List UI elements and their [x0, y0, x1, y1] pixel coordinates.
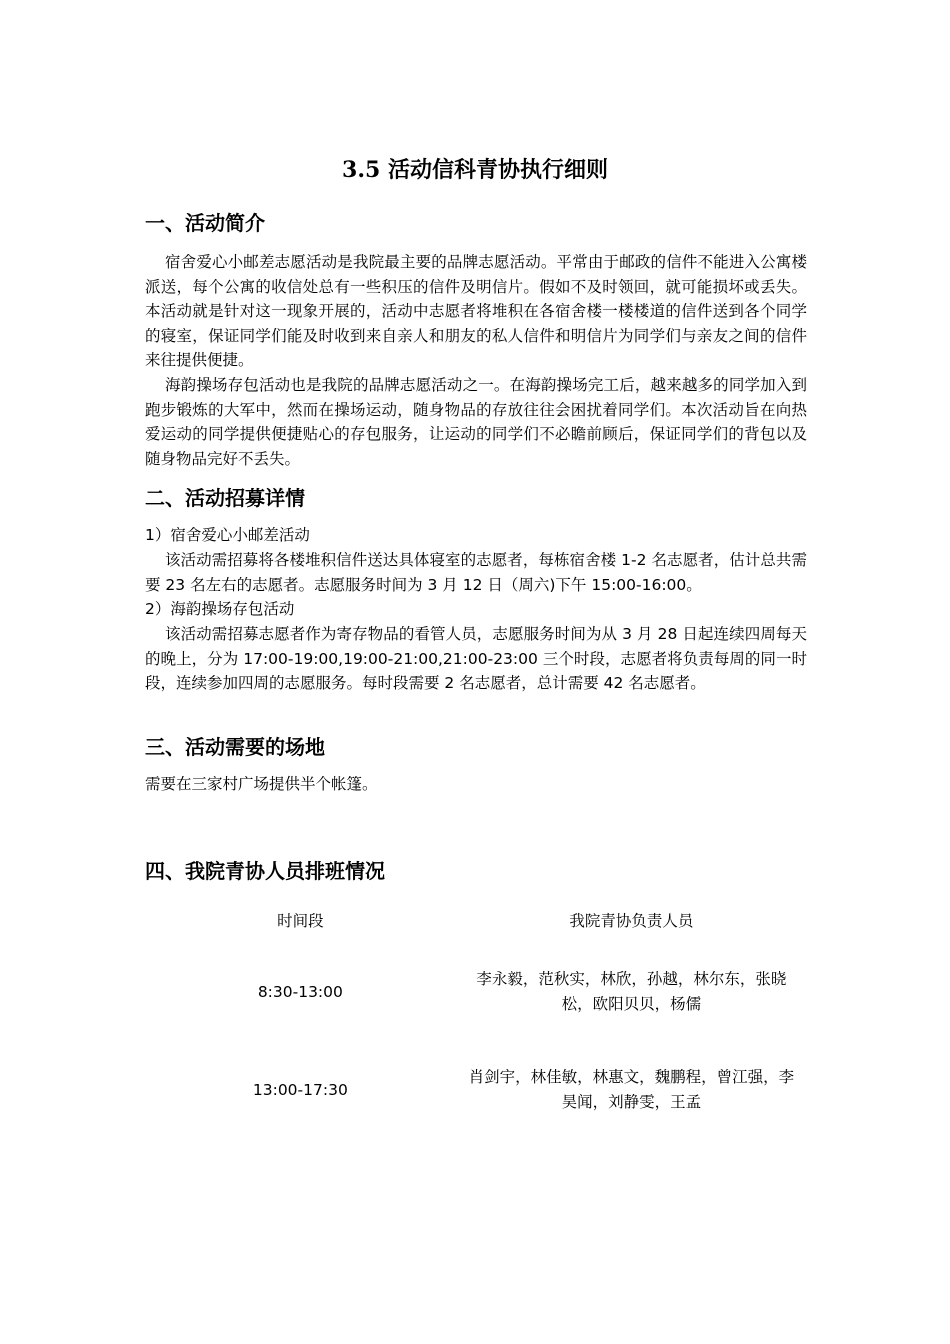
recruit-item-1-text: 该活动需招募将各楼堆积信件送达具体寝室的志愿者，每栋宿舍楼 1-2 名志愿者，估计总共需要 23 名左右的志愿者。志愿服务时间为 3 月 12 日（周六)下午 15:00-16:00。 — [145, 551, 807, 594]
staff-cell: 李永毅，范秋实，林欣，孙越，林尔东，张晓松，欧阳贝贝，杨儒 — [476, 970, 787, 1013]
table-row — [145, 943, 807, 1041]
table-header-row — [145, 897, 807, 943]
section-heading-recruit: 二、活动招募详情 — [145, 486, 305, 510]
page-title: 3.5 活动信科青协执行细则 — [342, 157, 608, 183]
column-header-time: 时间段 — [277, 912, 324, 930]
time-cell: 8:30-13:00 — [257, 983, 343, 1001]
section-heading-schedule: 四、我院青协人员排班情况 — [145, 859, 385, 883]
venue-text: 需要在三家村广场提供半个帐篷。 — [145, 775, 378, 793]
intro-paragraph-1: 宿舍爱心小邮差志愿活动是我院最主要的品牌志愿活动。平常由于邮政的信件不能进入公寓楼派送，每个公寓的收信处总有一些积压的信件及明信片。假如不及时领回，就可能损坏或丢失。本活动就是针对这一现象开展的，活动中志愿者将堆积在各宿舍楼一楼楼道的信件送到各个同学的寝室，保证同学们能及时收到来自亲人和朋友的私人信件和明信片为同学们与亲友之间的信件来往提供便捷。 — [145, 253, 807, 369]
schedule-table — [145, 897, 807, 1139]
recruit-item-1-label: 1）宿舍爱心小邮差活动 — [145, 526, 310, 544]
time-cell: 13:00-17:30 — [252, 1081, 348, 1099]
staff-cell: 肖剑宇，林佳敏，林惠文，魏鹏程，曾江强，李昊闻，刘静雯，王孟 — [468, 1068, 795, 1111]
recruit-item-2-text: 该活动需招募志愿者作为寄存物品的看管人员，志愿服务时间为从 3 月 28 日起连续四周每天的晚上，分为 17:00-19:00,19:00-21:00,21:00-23:00 三个时段，志愿者将负责每周的同一时段，连续参加四周的志愿服务。每时段需要 2 名志愿者，总计需要 42 名志愿者。 — [145, 625, 807, 692]
section-heading-venue: 三、活动需要的场地 — [145, 735, 325, 759]
recruit-item-2-label: 2）海韵操场存包活动 — [145, 600, 295, 618]
section-heading-intro: 一、活动简介 — [145, 211, 265, 235]
table-row — [145, 1041, 807, 1139]
column-header-staff: 我院青协负责人员 — [569, 912, 694, 930]
intro-paragraph-2: 海韵操场存包活动也是我院的品牌志愿活动之一。在海韵操场完工后，越来越多的同学加入到跑步锻炼的大军中，然而在操场运动，随身物品的存放往往会困扰着同学们。本次活动旨在向热爱运动的同学提供便捷贴心的存包服务，让运动的同学们不必瞻前顾后，保证同学们的背包以及随身物品完好不丢失。 — [145, 376, 807, 468]
